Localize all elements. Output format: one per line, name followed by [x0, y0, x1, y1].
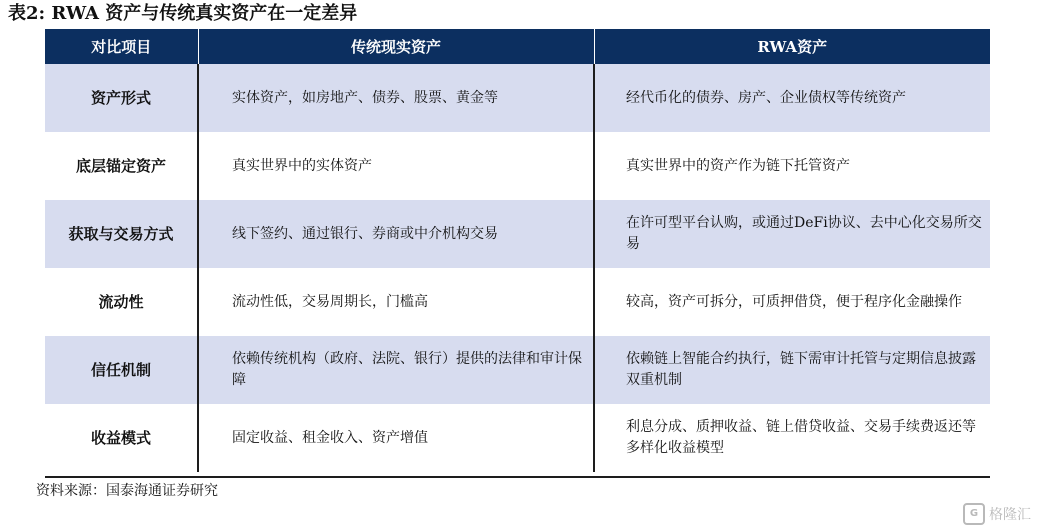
traditional-cell: 依赖传统机构（政府、法院、银行）提供的法律和审计保障 — [198, 336, 594, 404]
header-rwa: RWA资产 — [594, 29, 990, 64]
traditional-cell: 真实世界中的实体资产 — [198, 132, 594, 200]
rwa-cell: 较高，资产可拆分，可质押借贷，便于程序化金融操作 — [594, 268, 990, 336]
row-label: 底层锚定资产 — [45, 132, 198, 200]
watermark-text: 格隆汇 — [989, 507, 1031, 523]
watermark — [963, 503, 1031, 525]
table-row — [45, 336, 990, 404]
table-row — [45, 404, 990, 472]
rwa-cell: 真实世界中的资产作为链下托管资产 — [594, 132, 990, 200]
traditional-cell: 流动性低，交易周期长，门槛高 — [198, 268, 594, 336]
traditional-cell: 固定收益、租金收入、资产增值 — [198, 404, 594, 472]
table-row — [45, 132, 990, 200]
header-item: 对比项目 — [45, 29, 198, 64]
comparison-table — [45, 29, 990, 472]
rwa-cell: 经代币化的债券、房产、企业债权等传统资产 — [594, 64, 990, 132]
table-row — [45, 268, 990, 336]
table-header-row — [45, 29, 990, 64]
gelonghui-logo-icon: G — [963, 503, 985, 525]
row-label: 收益模式 — [45, 404, 198, 472]
table-row — [45, 200, 990, 268]
row-label: 资产形式 — [45, 64, 198, 132]
traditional-cell: 线下签约、通过银行、券商或中介机构交易 — [198, 200, 594, 268]
traditional-cell: 实体资产，如房地产、债券、股票、黄金等 — [198, 64, 594, 132]
source-note: 资料来源：国泰海通证券研究 — [36, 483, 218, 499]
row-label: 获取与交易方式 — [45, 200, 198, 268]
rwa-cell: 在许可型平台认购，或通过DeFi协议、去中心化交易所交易 — [594, 200, 990, 268]
comparison-table-container — [45, 29, 990, 472]
table-title: 表2: RWA 资产与传统真实资产在一定差异 — [8, 3, 358, 24]
table-bottom-rule — [45, 476, 990, 478]
row-label: 流动性 — [45, 268, 198, 336]
table-row — [45, 64, 990, 132]
rwa-cell: 依赖链上智能合约执行，链下需审计托管与定期信息披露双重机制 — [594, 336, 990, 404]
rwa-cell: 利息分成、质押收益、链上借贷收益、交易手续费返还等多样化收益模型 — [594, 404, 990, 472]
header-traditional: 传统现实资产 — [198, 29, 594, 64]
row-label: 信任机制 — [45, 336, 198, 404]
